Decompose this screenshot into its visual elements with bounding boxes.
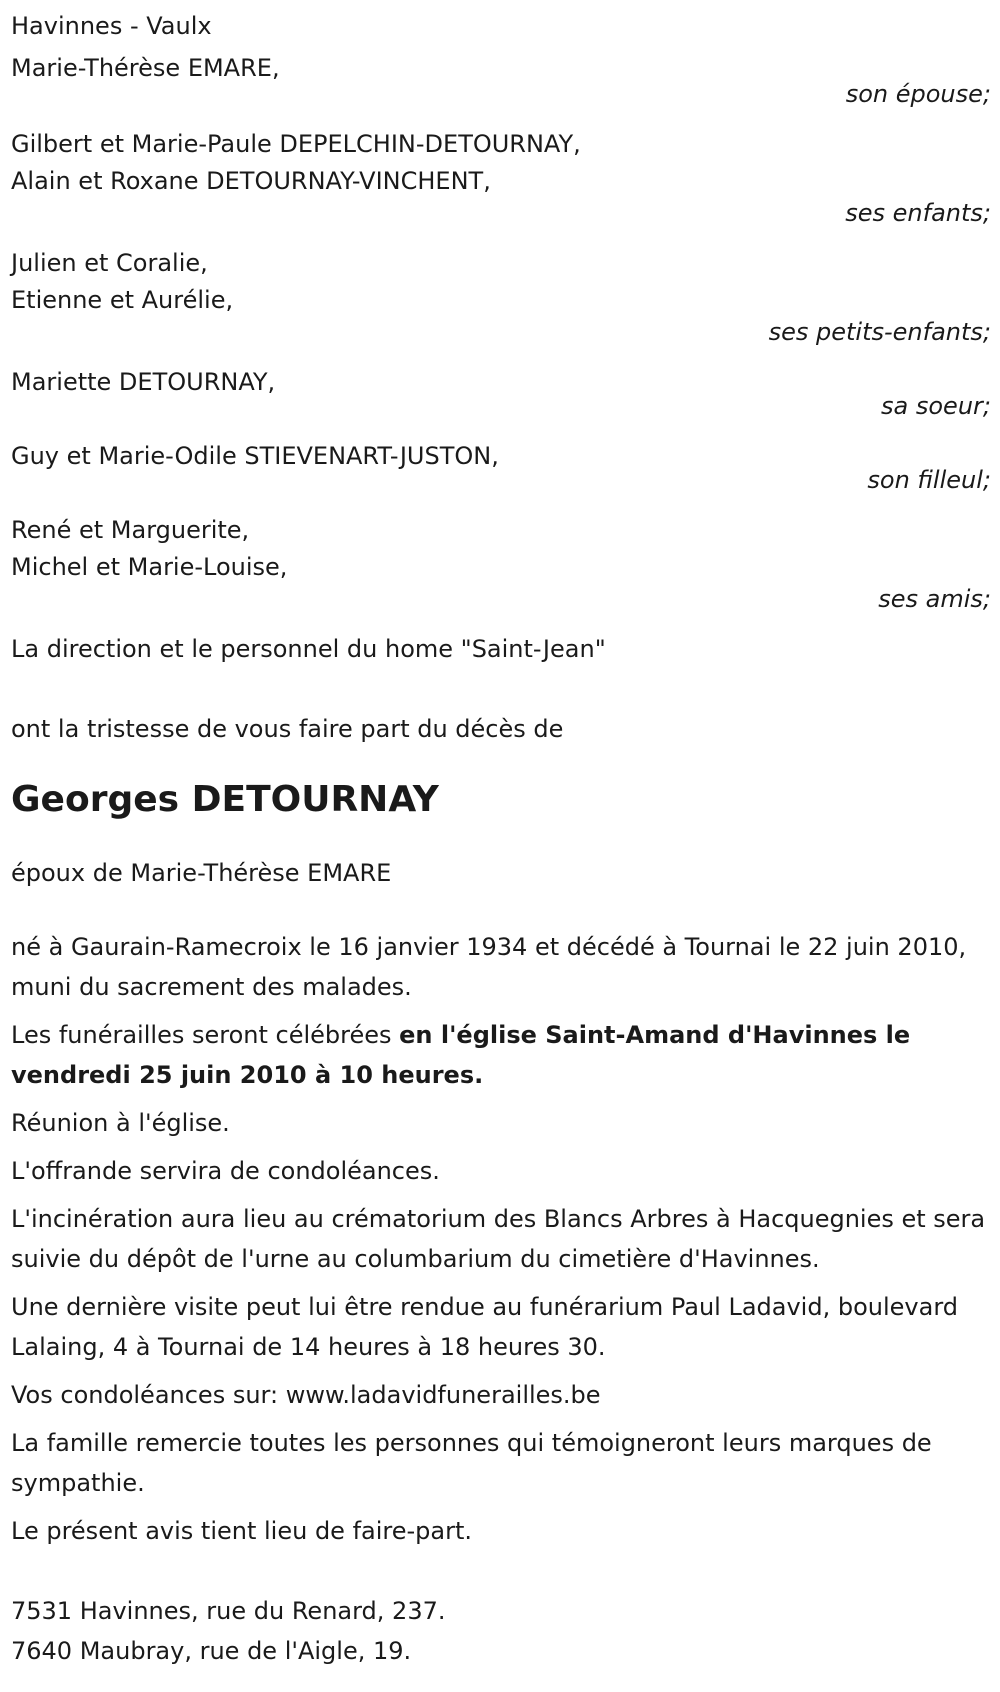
meeting-line: Réunion à l'église.	[11, 1109, 230, 1137]
relation-label: ses amis;	[878, 585, 991, 613]
address-block	[11, 1591, 991, 1671]
cremation-paragraph: L'incinération aura lieu au crématorium des Blancs Arbres à Hacquegnies et sera suivie du dépôt de l'urne au columbarium du cimetière d'Havinnes.	[11, 1205, 986, 1273]
family-group	[11, 510, 991, 619]
family-names: René et Marguerite,	[11, 516, 250, 544]
address-line: 7531 Havinnes, rue du Renard, 237.	[11, 1597, 446, 1625]
offering-line: L'offrande servira de condoléances.	[11, 1157, 440, 1185]
relation-label: sa soeur;	[881, 392, 991, 420]
relation-label: ses enfants;	[845, 199, 991, 227]
family-names: Gilbert et Marie-Paule DEPELCHIN-DETOURNAY,	[11, 130, 581, 158]
family-names: Mariette DETOURNAY,	[11, 368, 276, 396]
announcement-line: ont la tristesse de vous faire part du décès de	[11, 715, 564, 743]
funeral-details: en l'église Saint-Amand d'Havinnes le vendredi 25 juin 2010 à 10 heures.	[11, 1021, 911, 1089]
relation-label: son épouse;	[845, 80, 991, 108]
deceased-name: Georges DETOURNAY	[11, 779, 439, 820]
family-group	[11, 48, 991, 114]
funeral-paragraph	[11, 1015, 991, 1095]
funeral-intro: Les funérailles seront célébrées	[11, 1021, 400, 1049]
obituary-notice	[11, 6, 991, 1671]
family-group	[11, 436, 991, 500]
address-line: 7640 Maubray, rue de l'Aigle, 19.	[11, 1637, 412, 1665]
location-heading: Havinnes - Vaulx	[11, 12, 212, 40]
staff-line: La direction et le personnel du home "Saint-Jean"	[11, 635, 606, 663]
family-names: Marie-Thérèse EMARE,	[11, 54, 280, 82]
family-group	[11, 124, 991, 233]
relation-label: ses petits-enfants;	[768, 318, 991, 346]
notice-line: Le présent avis tient lieu de faire-part.	[11, 1517, 473, 1545]
visit-paragraph: Une dernière visite peut lui être rendue au funérarium Paul Ladavid, boulevard Lalaing, 4 à Tournai de 14 heures à 18 heures 30.	[11, 1293, 958, 1361]
condolences-line: Vos condoléances sur: www.ladavidfunerailles.be	[11, 1381, 601, 1409]
spouse-line: époux de Marie-Thérèse EMARE	[11, 859, 392, 887]
family-names: Michel et Marie-Louise,	[11, 553, 288, 581]
family-group	[11, 243, 991, 352]
birth-death-paragraph: né à Gaurain-Ramecroix le 16 janvier 1934 et décédé à Tournai le 22 juin 2010, muni du sacrement des malades.	[11, 933, 967, 1001]
family-group	[11, 362, 991, 426]
family-names: Alain et Roxane DETOURNAY-VINCHENT,	[11, 167, 491, 195]
family-names: Etienne et Aurélie,	[11, 286, 234, 314]
thanks-paragraph: La famille remercie toutes les personnes qui témoigneront leurs marques de sympathie.	[11, 1429, 932, 1497]
relation-label: son filleul;	[867, 466, 991, 494]
family-names: Guy et Marie-Odile STIEVENART-JUSTON,	[11, 442, 499, 470]
family-names: Julien et Coralie,	[11, 249, 208, 277]
